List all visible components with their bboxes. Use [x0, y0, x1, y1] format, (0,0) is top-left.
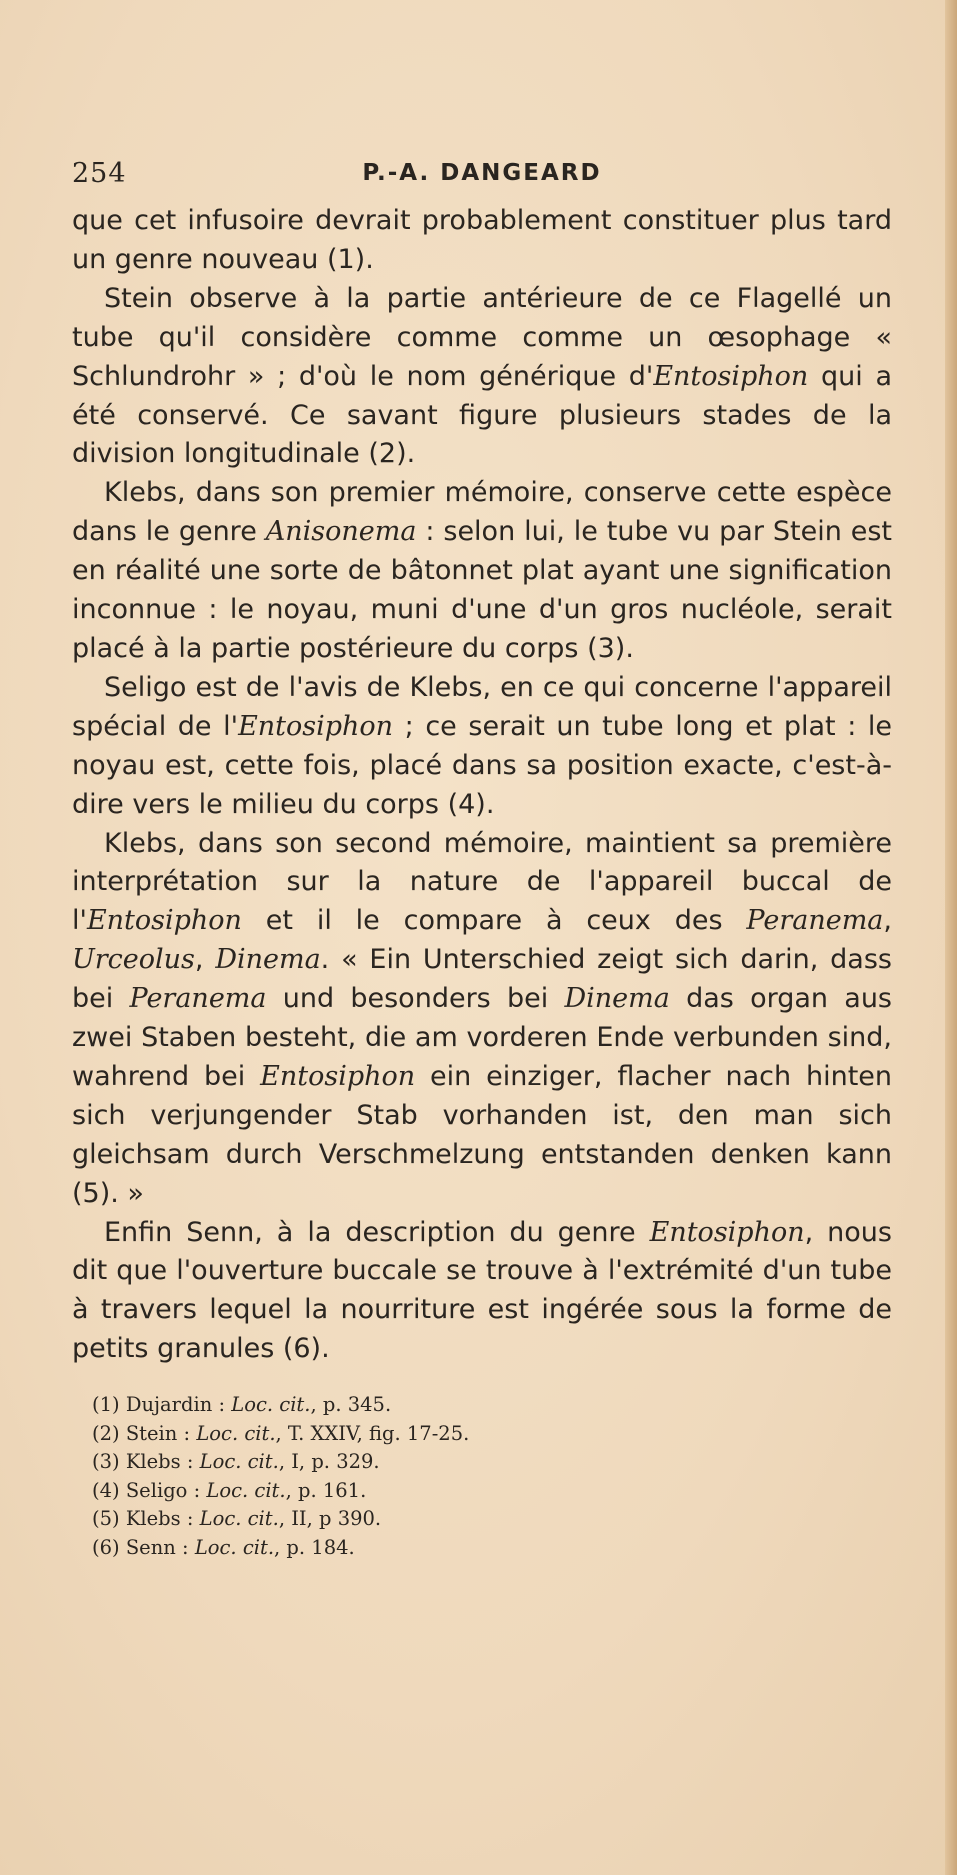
italic-term: Entosiphon	[260, 1060, 416, 1092]
italic-term: Entosiphon	[86, 905, 242, 937]
italic-term: Loc. cit.	[199, 1507, 279, 1530]
footnote	[92, 1420, 892, 1449]
italic-term: Urceolus	[72, 944, 195, 976]
page-number: 254	[72, 158, 127, 189]
italic-term: Entosiphon	[238, 710, 394, 742]
text-run: et il le compare à ceux des	[241, 905, 747, 937]
footnote	[92, 1448, 892, 1477]
italic-term: Entosiphon	[653, 360, 809, 392]
italic-term: Loc. cit.	[199, 1450, 279, 1473]
text-run: Seligo est de l'avis de Klebs, en ce qui concerne l'appareil spécial de l'	[72, 671, 892, 742]
italic-term: Dinema	[564, 983, 670, 1015]
paragraph	[72, 669, 892, 825]
text-run: (4) Seligo :	[92, 1478, 207, 1502]
italic-term: Peranema	[746, 905, 884, 937]
text-run: und besonders bei	[266, 983, 565, 1015]
footnote	[92, 1391, 892, 1420]
page-edge	[945, 0, 957, 1875]
italic-term: Loc. cit.	[206, 1478, 286, 1502]
text-run: Enfin Senn, à la description du genre	[104, 1216, 650, 1248]
footnote	[92, 1534, 892, 1563]
italic-term: Dinema	[215, 944, 321, 976]
paragraph	[72, 280, 892, 475]
text-run: (1) Dujardin :	[92, 1393, 232, 1416]
text-run: (3) Klebs :	[92, 1450, 200, 1473]
text-run: que cet infusoire devrait probablement constituer plus tard un genre nouveau (1).	[72, 205, 892, 275]
text-run: ,	[883, 905, 892, 937]
running-head: P.-A. DANGEARD	[362, 160, 602, 186]
text-run: ; ce serait un tube long et plat : le noyau est, cette fois, placé dans sa position exacte, c'est-à-dire vers le milieu du corps (4).	[72, 710, 892, 820]
text-run: , p. 184.	[274, 1535, 355, 1559]
footnotes	[92, 1391, 892, 1562]
text-run: , T. XXIV, fig. 17-25.	[275, 1421, 470, 1445]
footnote	[92, 1505, 892, 1534]
text-run: Klebs, dans son second mémoire, maintient sa première interprétation sur la nature de l'appareil buccal de l'	[72, 827, 892, 937]
text-run: , I, p. 329.	[278, 1450, 380, 1473]
text-run: ein einziger, flacher nach hinten sich verjungender Stab vorhanden ist, den man sich gleichsam durch Verschmelzung entstanden denken kann (5). »	[72, 1060, 893, 1209]
text-run: das organ aus zwei Staben besteht, die am vorderen Ende verbunden sind, wahrend bei	[72, 983, 892, 1092]
text-run: : selon lui, le tube vu par Stein est en réalité une sorte de bâtonnet plat ayant une signification inconnue : le noyau, muni d'une d'un gros nucléole, serait placé à la partie postérieure du corps (3).	[72, 516, 892, 664]
text-run: , p. 161.	[285, 1478, 367, 1502]
text-run: , II, p 390.	[278, 1507, 382, 1530]
text-run: , nous dit que l'ouverture buccale se trouve à l'extrémité d'un tube à travers lequel la nourriture est ingérée sous la forme de petits granules (6).	[72, 1216, 892, 1365]
italic-term: Loc. cit.	[196, 1421, 276, 1445]
paragraph	[72, 1214, 892, 1370]
italic-term: Loc. cit.	[231, 1393, 311, 1416]
paragraph	[72, 202, 892, 280]
text-run: . « Ein Unterschied zeigt sich darin, dass bei	[72, 944, 892, 1015]
body-text	[72, 202, 892, 1369]
text-run: (5) Klebs :	[92, 1507, 200, 1530]
paragraph	[72, 825, 892, 1214]
page-header	[72, 158, 892, 192]
italic-term: Peranema	[129, 983, 267, 1015]
text-run: (6) Senn :	[92, 1535, 195, 1559]
text-run: (2) Stein :	[92, 1421, 197, 1445]
text-run: Stein observe à la partie antérieure de ce Flagellé un tube qu'il considère comme comme un œsophage « Schlundrohr » ; d'où le nom générique d'	[72, 282, 892, 392]
text-run: , p. 345.	[310, 1393, 392, 1416]
text-run: qui a été conservé. Ce savant figure plusieurs stades de la division longitudinale (2).	[72, 360, 892, 470]
italic-term: Anisonema	[265, 516, 417, 548]
footnote	[92, 1477, 892, 1506]
text-run: Klebs, dans son premier mémoire, conserve cette espèce dans le genre	[72, 477, 892, 548]
text-run: ,	[194, 944, 216, 976]
italic-term: Entosiphon	[649, 1216, 805, 1248]
italic-term: Loc. cit.	[194, 1535, 275, 1559]
paragraph	[72, 474, 892, 669]
